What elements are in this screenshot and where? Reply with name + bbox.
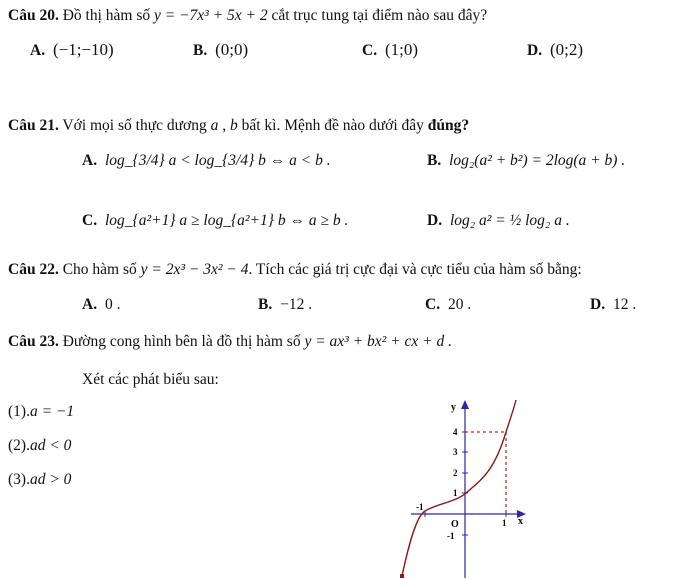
separator: , bbox=[218, 117, 230, 134]
question-23-label: Câu 23. bbox=[8, 333, 59, 350]
question-20-label: Câu 20. bbox=[8, 7, 59, 24]
var-a: a bbox=[210, 117, 219, 134]
option-value: log₂ a² = ½ log₂ a . bbox=[449, 212, 570, 229]
statement-text: ad < 0 bbox=[29, 437, 72, 454]
x-tick-label: -1 bbox=[416, 502, 424, 512]
curve-endpoint bbox=[400, 574, 404, 578]
option-letter: C. bbox=[82, 212, 98, 229]
option-value: −12 . bbox=[280, 296, 313, 313]
option-value: 12 . bbox=[612, 296, 637, 313]
q20-option-c[interactable] bbox=[362, 40, 418, 61]
var-b: b bbox=[229, 117, 238, 134]
q20-option-d[interactable] bbox=[527, 40, 583, 61]
option-letter: A. bbox=[30, 42, 46, 59]
y-axis-arrow bbox=[461, 400, 469, 409]
option-value: log_{a²+1} a ≥ log_{a²+1} b ⇔ a ≥ b . bbox=[104, 212, 349, 229]
y-tick-label: -1 bbox=[447, 531, 455, 541]
y-tick-label: 1 bbox=[453, 488, 458, 498]
option-value: (0;0) bbox=[215, 40, 249, 59]
statement-2[interactable] bbox=[8, 436, 71, 456]
y-axis-label: y bbox=[451, 402, 456, 413]
x-axis-label: x bbox=[518, 516, 523, 527]
statement-1[interactable] bbox=[8, 402, 74, 422]
statement-3[interactable] bbox=[8, 470, 71, 490]
question-23 bbox=[8, 332, 452, 352]
option-value: 20 . bbox=[447, 296, 472, 313]
question-20-function: y = −7x³ + 5x + 2 bbox=[153, 7, 268, 24]
option-letter: B. bbox=[258, 296, 273, 313]
statement-number: (2). bbox=[8, 437, 30, 454]
y-tick-label: 3 bbox=[453, 447, 458, 457]
statement-text: ad > 0 bbox=[29, 471, 72, 488]
option-letter: B. bbox=[427, 152, 442, 169]
q21-option-a[interactable] bbox=[82, 151, 331, 171]
q22-option-a[interactable] bbox=[82, 295, 120, 315]
option-value: (1;0) bbox=[384, 40, 418, 59]
question-23-intro: Xét các phát biểu sau: bbox=[82, 371, 219, 388]
option-letter: A. bbox=[82, 152, 98, 169]
q21-option-d[interactable] bbox=[427, 211, 570, 231]
q20-option-a[interactable] bbox=[30, 40, 114, 61]
option-letter: D. bbox=[527, 42, 543, 59]
statement-text: a = −1 bbox=[29, 403, 75, 420]
question-23-function: y = ax³ + bx² + cx + d . bbox=[304, 333, 452, 350]
x-tick-label: 1 bbox=[502, 518, 507, 528]
option-letter: B. bbox=[193, 42, 208, 59]
option-letter: D. bbox=[427, 212, 443, 229]
option-letter: C. bbox=[362, 42, 378, 59]
option-letter: A. bbox=[82, 296, 98, 313]
question-22-text-a: Cho hàm số bbox=[58, 261, 141, 278]
question-21 bbox=[8, 116, 469, 136]
question-21-text-b: bất kì. Mệnh đề nào dưới đây bbox=[237, 117, 428, 134]
option-value: (0;2) bbox=[549, 40, 583, 59]
q22-option-d[interactable] bbox=[590, 295, 636, 315]
statement-number: (1). bbox=[8, 403, 30, 420]
q22-option-c[interactable] bbox=[425, 295, 471, 315]
question-22-label: Câu 22. bbox=[8, 261, 59, 278]
q21-option-b[interactable] bbox=[427, 151, 625, 171]
option-value: log₂(a² + b²) = 2log(a + b) . bbox=[449, 152, 626, 169]
question-23-text-a: Đường cong hình bên là đồ thị hàm số bbox=[58, 333, 305, 350]
option-value: 0 . bbox=[104, 296, 121, 313]
question-22-function: y = 2x³ − 3x² − 4 bbox=[140, 261, 249, 278]
question-22-text-b: . Tích các giá trị cực đại và cực tiểu của hàm số bằng: bbox=[248, 261, 582, 278]
question-20-text-b: cắt trục tung tại điểm nào sau đây? bbox=[267, 7, 488, 24]
option-value: (−1;−10) bbox=[52, 40, 114, 59]
cubic-curve bbox=[402, 400, 516, 576]
y-tick-label: 4 bbox=[453, 427, 458, 437]
question-21-emphasis: đúng? bbox=[427, 117, 470, 134]
question-21-label: Câu 21. bbox=[8, 117, 59, 134]
cubic-graph bbox=[396, 398, 536, 579]
origin-label: O bbox=[451, 519, 459, 530]
question-20-text-a: Đồ thị hàm số bbox=[58, 7, 154, 24]
option-letter: C. bbox=[425, 296, 441, 313]
y-tick-label: 2 bbox=[453, 468, 458, 478]
question-21-text-a: Với mọi số thực dương bbox=[58, 117, 211, 134]
statement-number: (3). bbox=[8, 471, 30, 488]
question-22 bbox=[8, 260, 582, 280]
question-20 bbox=[8, 6, 487, 26]
q22-option-b[interactable] bbox=[258, 295, 312, 315]
option-letter: D. bbox=[590, 296, 606, 313]
option-value: log_{3/4} a < log_{3/4} b ⇔ a < b . bbox=[104, 152, 331, 169]
q21-option-c[interactable] bbox=[82, 211, 348, 231]
q20-option-b[interactable] bbox=[193, 40, 248, 61]
